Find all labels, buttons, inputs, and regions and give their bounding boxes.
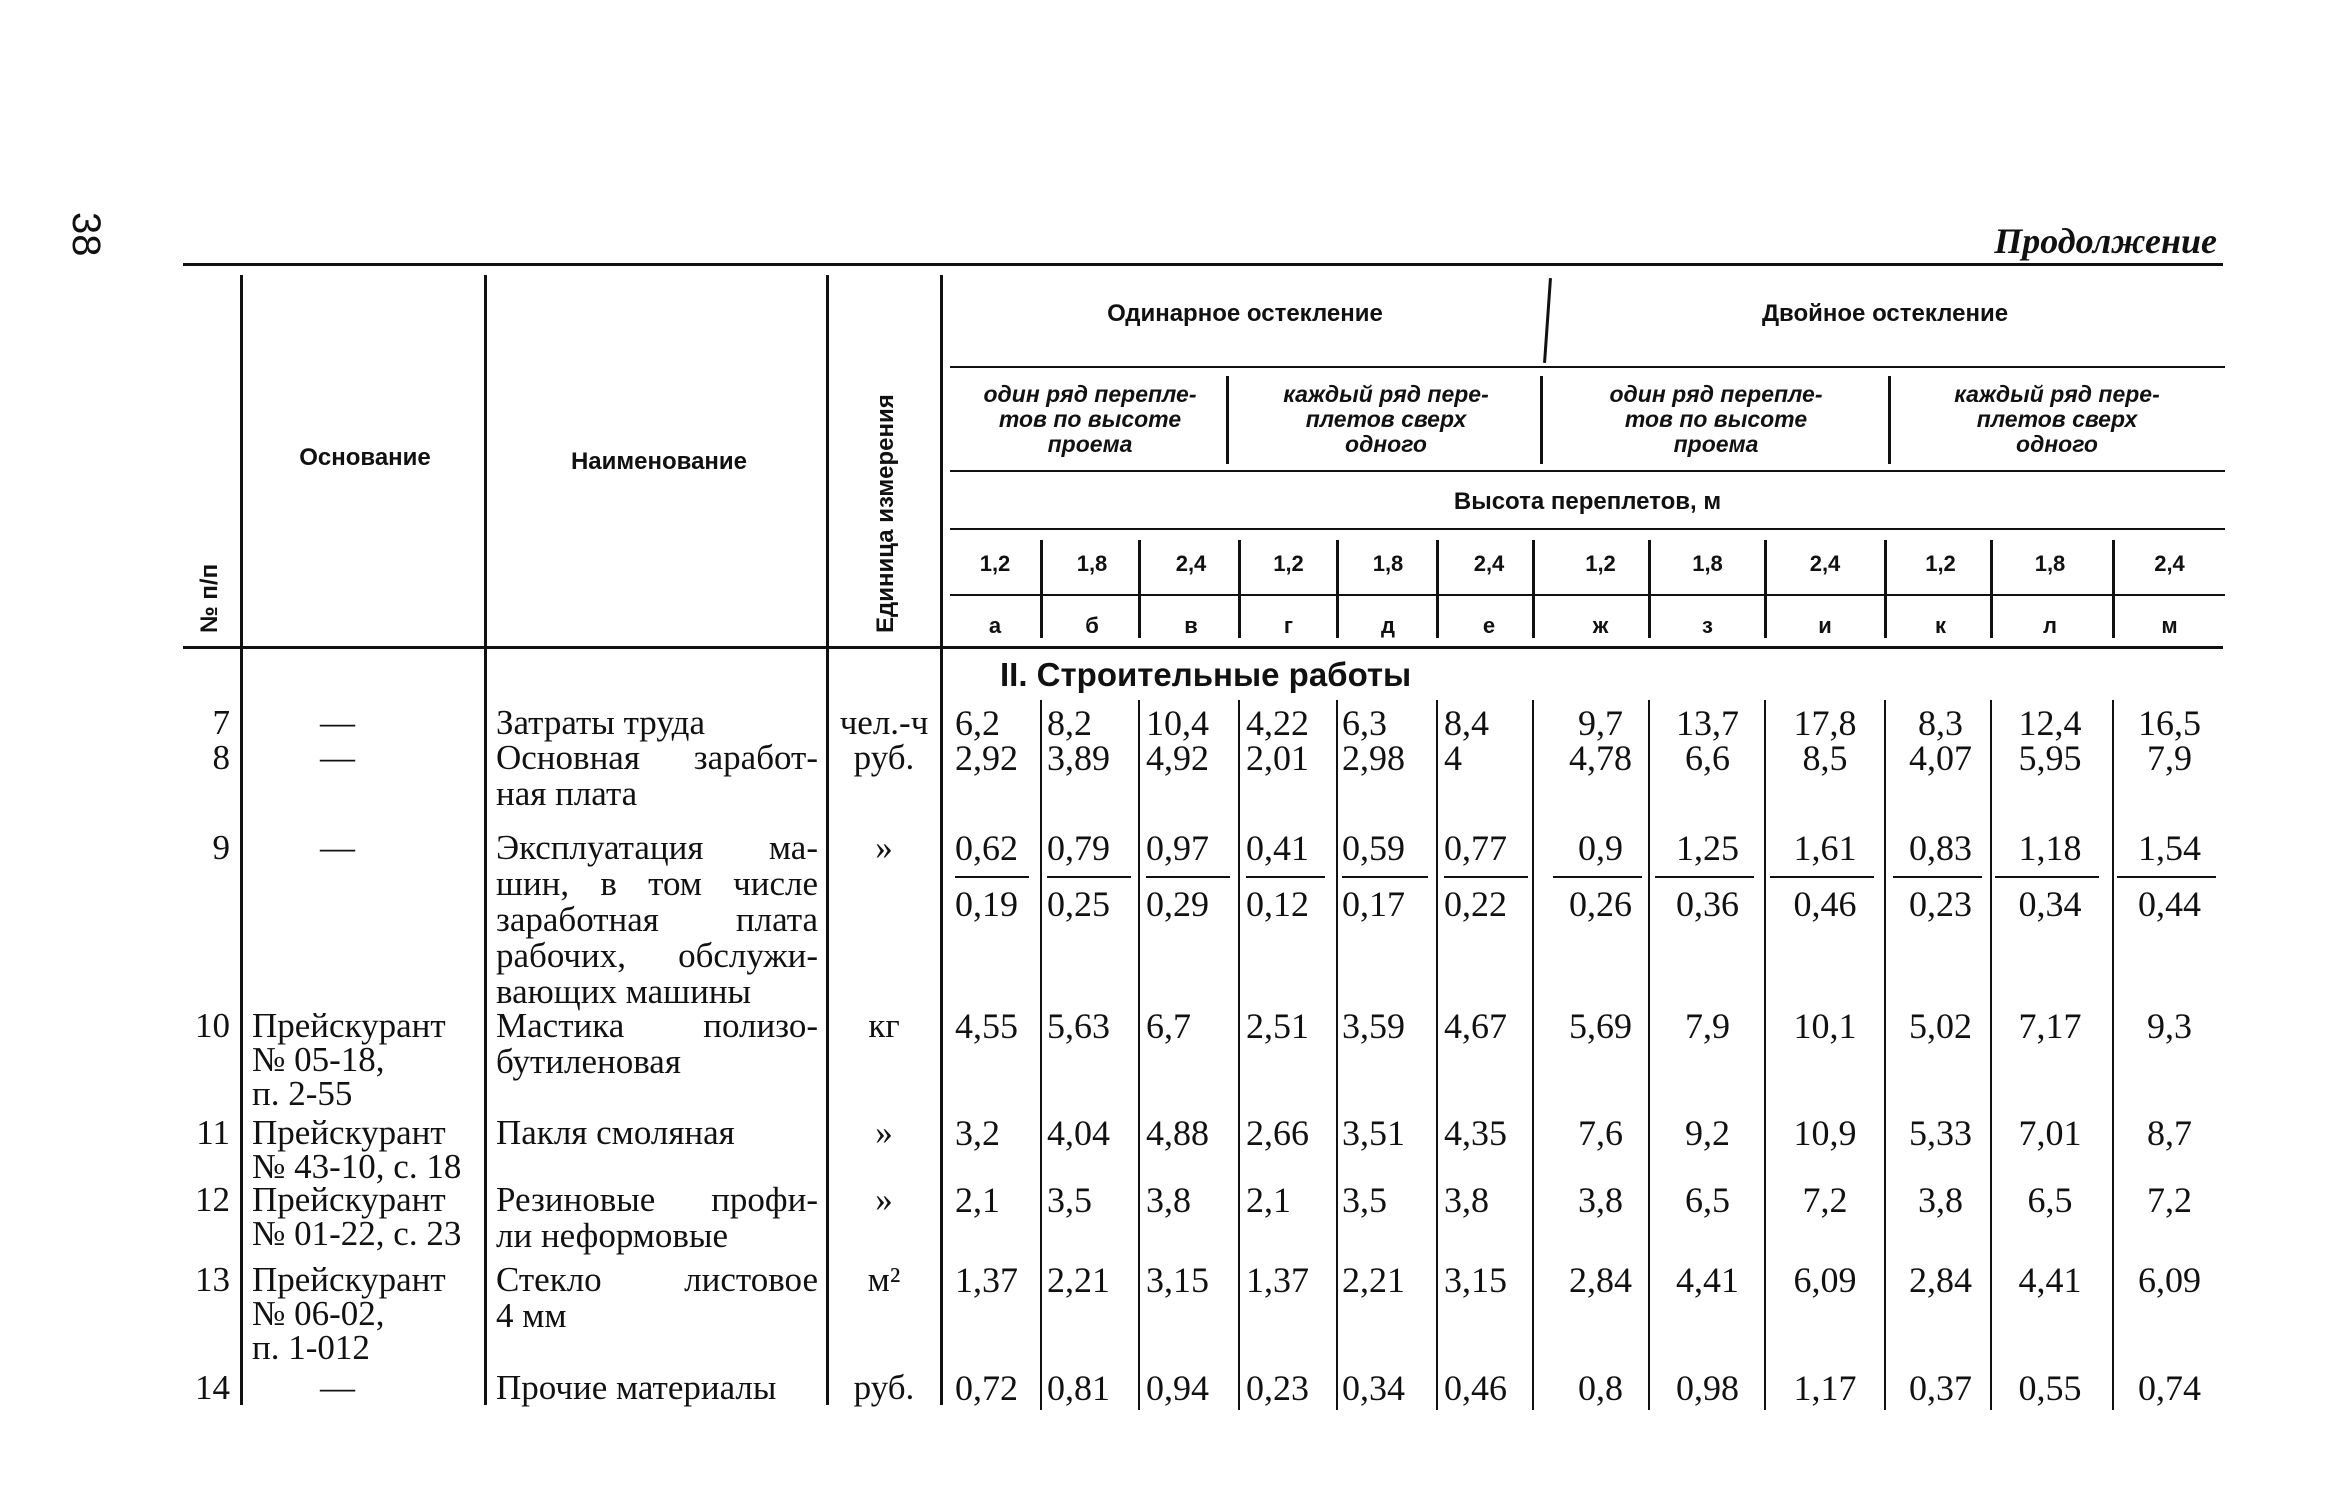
row-value: 0,34 (1342, 1368, 1405, 1408)
row-unit: чел.-ч (839, 703, 929, 742)
fraction-line (1246, 876, 1325, 878)
row-number: 12 (195, 1180, 230, 1219)
row-value-2: 0,36 (1676, 884, 1739, 924)
row-value: 0,74 (2138, 1368, 2201, 1408)
row-value: 4,78 (1569, 738, 1632, 778)
column-separator (240, 275, 243, 1405)
subheader-line: каждый ряд пере- (1954, 381, 2160, 407)
row-value: 4,55 (955, 1006, 1018, 1046)
height-label: 1,2 (1925, 551, 1956, 576)
letter-rule (950, 594, 2225, 596)
data-column-separator (2112, 700, 2114, 1410)
row-basis: Прейскурант (252, 1180, 446, 1219)
header-bottom-rule (183, 646, 2223, 649)
subheader-rule (950, 470, 2225, 472)
row-value: 0,62 (955, 828, 1018, 868)
row-basis: — (320, 1368, 355, 1407)
data-column-separator (1238, 700, 1240, 1410)
row-number: 14 (195, 1368, 230, 1407)
row-unit: » (875, 1180, 893, 1219)
row-name: Пакля смоляная (496, 1113, 735, 1152)
row-basis: — (320, 703, 355, 742)
row-value: 6,5 (1685, 1180, 1730, 1220)
section-title: II. Строительные работы (1000, 656, 1412, 693)
row-name: Прочие материалы (496, 1368, 777, 1407)
subheader-line: проема (1673, 431, 1759, 457)
row-value: 2,51 (1246, 1006, 1309, 1046)
subheader-line: плетов сверх (1305, 406, 1467, 432)
subheader-line: одного (1345, 431, 1427, 457)
row-unit: » (875, 1113, 893, 1152)
row-value: 3,2 (955, 1113, 1000, 1153)
data-column-separator (1648, 540, 1651, 638)
row-value: 5,95 (2018, 738, 2082, 778)
column-letter: л (2043, 613, 2057, 638)
group-rule (950, 366, 2225, 368)
data-column-separator (1764, 540, 1767, 638)
row-value: 9,3 (2147, 1006, 2192, 1046)
subheader-line: тов по высоте (1624, 406, 1808, 432)
row-name: Мастика полизо- (496, 1006, 818, 1045)
data-column-separator (1436, 700, 1438, 1410)
row-value: 7,17 (2018, 1006, 2082, 1046)
row-name: Резиновые профи- (496, 1180, 818, 1219)
row-value: 0,41 (1246, 828, 1309, 868)
row-value: 8,3 (1918, 703, 1963, 743)
subheader-each_row (1892, 382, 2222, 457)
row-value: 6,3 (1342, 703, 1387, 743)
row-value: 0,55 (2018, 1368, 2082, 1408)
row-value: 2,1 (1246, 1180, 1291, 1220)
row-unit: » (875, 828, 893, 867)
header-num: № п/п (196, 563, 223, 633)
row-value: 0,72 (955, 1368, 1018, 1408)
header-name: Наименование (570, 448, 748, 475)
row-basis: № 06-02, (252, 1294, 385, 1333)
row-value: 13,7 (1676, 703, 1739, 743)
column-letter: е (1482, 613, 1496, 638)
row-value: 3,5 (1047, 1180, 1092, 1220)
row-value: 6,6 (1685, 738, 1730, 778)
row-value: 8,4 (1444, 703, 1489, 743)
row-value: 1,37 (955, 1260, 1018, 1300)
row-value-2: 0,44 (2138, 884, 2201, 924)
height-label: 2,4 (1175, 551, 1207, 576)
subheader-line: каждый ряд пере- (1283, 381, 1489, 407)
height-label: 2,4 (1809, 551, 1841, 576)
row-unit: м² (867, 1260, 901, 1299)
row-number: 7 (212, 703, 230, 742)
column-letter: к (1934, 613, 1946, 638)
continuation-label: Продолжение (1994, 221, 2217, 261)
height-label: 1,2 (979, 551, 1011, 576)
row-value: 1,61 (1793, 828, 1857, 868)
row-value-2: 0,46 (1793, 884, 1857, 924)
row-value: 2,66 (1246, 1113, 1309, 1153)
header-single-glazing: Одинарное остекление (1107, 300, 1383, 327)
row-basis: № 01-22, с. 23 (252, 1214, 462, 1253)
group-separator (1543, 278, 1552, 363)
column-letter: и (1818, 613, 1832, 638)
data-column-separator (1648, 700, 1650, 1410)
row-value: 4,22 (1246, 703, 1309, 743)
row-value: 4,92 (1146, 738, 1209, 778)
row-value: 3,8 (1578, 1180, 1623, 1220)
row-value: 6,5 (2027, 1180, 2073, 1220)
row-value: 2,1 (955, 1180, 1000, 1220)
row-value: 2,21 (1342, 1260, 1405, 1300)
row-number: 9 (212, 828, 230, 867)
column-letter: м (2161, 613, 2178, 638)
row-number: 8 (212, 738, 230, 777)
row-value: 3,8 (1146, 1180, 1191, 1220)
row-value: 3,15 (1146, 1260, 1209, 1300)
row-name: бутиленовая (496, 1042, 681, 1081)
data-column-separator (1532, 540, 1535, 638)
row-value-2: 0,22 (1444, 884, 1507, 924)
row-name: вающих машины (496, 972, 752, 1011)
page-number: 38 (64, 212, 108, 257)
row-value: 2,01 (1246, 738, 1309, 778)
row-value-2: 0,25 (1047, 884, 1110, 924)
data-column-separator (1336, 700, 1338, 1410)
row-value: 12,4 (2018, 703, 2082, 743)
subheader-line: плетов сверх (1976, 406, 2138, 432)
row-basis: п. 1-012 (252, 1328, 370, 1367)
row-value: 4,41 (1676, 1260, 1739, 1300)
row-value: 4,88 (1146, 1113, 1209, 1153)
height-label: 2,4 (2154, 551, 2185, 576)
subheader-one_row (950, 382, 1230, 457)
row-name: заработная плата (496, 900, 818, 939)
row-value: 1,18 (2018, 828, 2082, 868)
row-value: 5,02 (1909, 1006, 1972, 1046)
height-label: 1,8 (1372, 551, 1404, 576)
data-column-separator (1336, 540, 1339, 638)
row-value: 5,69 (1569, 1006, 1632, 1046)
fraction-line (2117, 876, 2216, 878)
row-value: 3,5 (1342, 1180, 1387, 1220)
row-value: 0,8 (1578, 1368, 1623, 1408)
row-value-2: 0,29 (1146, 884, 1209, 924)
row-value: 7,2 (1802, 1180, 1848, 1220)
data-column-separator (2112, 540, 2115, 638)
data-column-separator (1990, 700, 1992, 1410)
column-letter: ж (1592, 613, 1609, 638)
subheader-separator (1540, 376, 1543, 464)
row-value: 1,37 (1246, 1260, 1309, 1300)
fraction-line (1047, 876, 1131, 878)
row-name: ли неформовые (496, 1216, 729, 1255)
row-value: 0,37 (1909, 1368, 1972, 1408)
row-value: 7,6 (1578, 1113, 1623, 1153)
row-value: 0,59 (1342, 828, 1405, 868)
fraction-line (1553, 876, 1642, 878)
row-value: 4,07 (1909, 738, 1972, 778)
column-letter: а (988, 613, 1002, 638)
row-number: 10 (195, 1006, 230, 1045)
subheader-line: проема (1047, 431, 1133, 457)
column-letter: г (1283, 613, 1294, 638)
row-value-2: 0,23 (1909, 884, 1972, 924)
column-letter: з (1702, 613, 1713, 638)
row-name: 4 мм (496, 1296, 567, 1335)
height-label: 1,2 (1273, 551, 1304, 576)
row-value: 0,23 (1246, 1368, 1309, 1408)
height-label: 2,4 (1473, 551, 1505, 576)
row-value: 1,25 (1676, 828, 1739, 868)
fraction-line (1995, 876, 2099, 878)
fraction-line (1342, 876, 1428, 878)
data-column-separator (1138, 700, 1140, 1410)
column-letter: д (1381, 613, 1395, 638)
row-value: 4,67 (1444, 1006, 1507, 1046)
column-letter: в (1184, 613, 1198, 638)
row-value: 7,9 (2147, 738, 2192, 778)
row-value-2: 0,34 (2018, 884, 2082, 924)
header-basis: Основание (299, 444, 431, 471)
data-column-separator (1884, 540, 1887, 638)
fraction-line (1770, 876, 1874, 878)
data-column-separator (1884, 700, 1886, 1410)
row-value: 7,9 (1685, 1006, 1730, 1046)
row-name: шин, в том числе (496, 864, 818, 903)
subheader-line: одного (2016, 431, 2098, 457)
column-separator (484, 275, 487, 1405)
row-value: 7,2 (2147, 1180, 2192, 1220)
header-double-glazing: Двойное остекление (1761, 300, 2009, 327)
row-value: 10,4 (1146, 703, 1209, 743)
subheader-one_row (1546, 382, 1886, 457)
table-top-rule (183, 263, 2223, 266)
row-value: 0,98 (1676, 1368, 1739, 1408)
row-value: 0,77 (1444, 828, 1507, 868)
subheader-line: тов по высоте (998, 406, 1182, 432)
row-value: 2,84 (1569, 1260, 1632, 1300)
row-value: 5,63 (1047, 1006, 1110, 1046)
fraction-line (1893, 876, 1982, 878)
row-value: 0,81 (1047, 1368, 1110, 1408)
row-unit: руб. (853, 1368, 915, 1407)
row-value: 10,9 (1793, 1113, 1857, 1153)
row-value: 2,21 (1047, 1260, 1110, 1300)
row-value: 3,15 (1444, 1260, 1507, 1300)
row-value: 9,2 (1685, 1113, 1730, 1153)
height-label: 1,8 (1692, 551, 1723, 576)
row-basis: Прейскурант (252, 1113, 446, 1152)
subheader-each_row (1232, 382, 1540, 457)
column-letter: б (1085, 613, 1099, 638)
row-value: 2,92 (955, 738, 1018, 778)
row-value-2: 0,26 (1569, 884, 1632, 924)
row-number: 13 (195, 1260, 230, 1299)
header-height: Высота переплетов, м (1453, 488, 1722, 515)
row-basis: № 43-10, с. 18 (252, 1147, 462, 1186)
row-value: 7,01 (2018, 1113, 2082, 1153)
data-column-separator (1436, 540, 1439, 638)
row-value: 0,97 (1146, 828, 1209, 868)
row-value: 8,5 (1802, 738, 1848, 778)
row-value: 3,8 (1444, 1180, 1489, 1220)
fraction-line (955, 876, 1029, 878)
header-unit: Единица измерения (872, 394, 899, 633)
height-label: 1,2 (1585, 551, 1616, 576)
row-value: 0,83 (1909, 828, 1972, 868)
row-value: 4,41 (2018, 1260, 2082, 1300)
row-value: 2,84 (1909, 1260, 1972, 1300)
row-value: 8,7 (2147, 1113, 2192, 1153)
row-value-2: 0,19 (955, 884, 1018, 924)
data-column-separator (1040, 540, 1043, 638)
row-value: 8,2 (1047, 703, 1092, 743)
row-value: 17,8 (1793, 703, 1857, 743)
row-value: 5,33 (1909, 1113, 1972, 1153)
row-value-2: 0,17 (1342, 884, 1405, 924)
row-name: ная плата (496, 774, 638, 813)
row-name: Затраты труда (496, 703, 705, 742)
row-value: 4,35 (1444, 1113, 1507, 1153)
data-column-separator (1040, 700, 1042, 1410)
row-value: 16,5 (2138, 703, 2201, 743)
row-value: 2,98 (1342, 738, 1405, 778)
data-column-separator (1990, 540, 1993, 638)
row-value: 10,1 (1793, 1006, 1857, 1046)
data-column-separator (1138, 540, 1141, 638)
row-value: 1,54 (2138, 828, 2201, 868)
fraction-line (1146, 876, 1230, 878)
row-name: Основная заработ- (496, 738, 818, 777)
row-unit: кг (868, 1006, 900, 1045)
row-number: 11 (196, 1113, 230, 1152)
row-basis: № 05-18, (252, 1040, 385, 1079)
row-value: 6,09 (1793, 1260, 1857, 1300)
fraction-line (1655, 876, 1754, 878)
row-value: 4,04 (1047, 1113, 1110, 1153)
row-basis: — (320, 738, 355, 777)
row-value: 6,7 (1146, 1006, 1191, 1046)
row-basis: п. 2-55 (252, 1074, 353, 1113)
data-column-separator (1532, 700, 1534, 1410)
row-basis: — (320, 828, 355, 867)
data-column-separator (1238, 540, 1241, 638)
subheader-line: один ряд перепле- (1609, 381, 1823, 407)
row-name: Стекло листовое (496, 1260, 818, 1299)
row-value: 3,89 (1047, 738, 1110, 778)
height-label: 1,8 (1076, 551, 1108, 576)
row-name: Эксплуатация ма- (496, 828, 818, 867)
row-unit: руб. (853, 738, 915, 777)
row-value: 0,79 (1047, 828, 1110, 868)
height-label: 1,8 (2034, 551, 2066, 576)
height-rule (950, 528, 2225, 530)
row-value-2: 0,12 (1246, 884, 1309, 924)
row-value: 0,46 (1444, 1368, 1507, 1408)
subheader-separator (1888, 376, 1891, 464)
row-value: 1,17 (1793, 1368, 1857, 1408)
row-name: рабочих, обслужи- (496, 936, 818, 975)
row-value: 0,94 (1146, 1368, 1209, 1408)
row-value: 3,51 (1342, 1113, 1405, 1153)
subheader-line: один ряд перепле- (983, 381, 1197, 407)
row-basis: Прейскурант (252, 1006, 446, 1045)
row-value: 3,59 (1342, 1006, 1405, 1046)
row-basis: Прейскурант (252, 1260, 446, 1299)
fraction-line (1444, 876, 1528, 878)
row-value: 3,8 (1918, 1180, 1963, 1220)
row-value: 4 (1444, 738, 1462, 778)
row-value: 0,9 (1578, 828, 1623, 868)
data-column-separator (1764, 700, 1766, 1410)
row-value: 9,7 (1578, 703, 1623, 743)
row-value: 6,2 (955, 703, 1000, 743)
row-value: 6,09 (2138, 1260, 2201, 1300)
subheader-separator (1226, 376, 1229, 464)
